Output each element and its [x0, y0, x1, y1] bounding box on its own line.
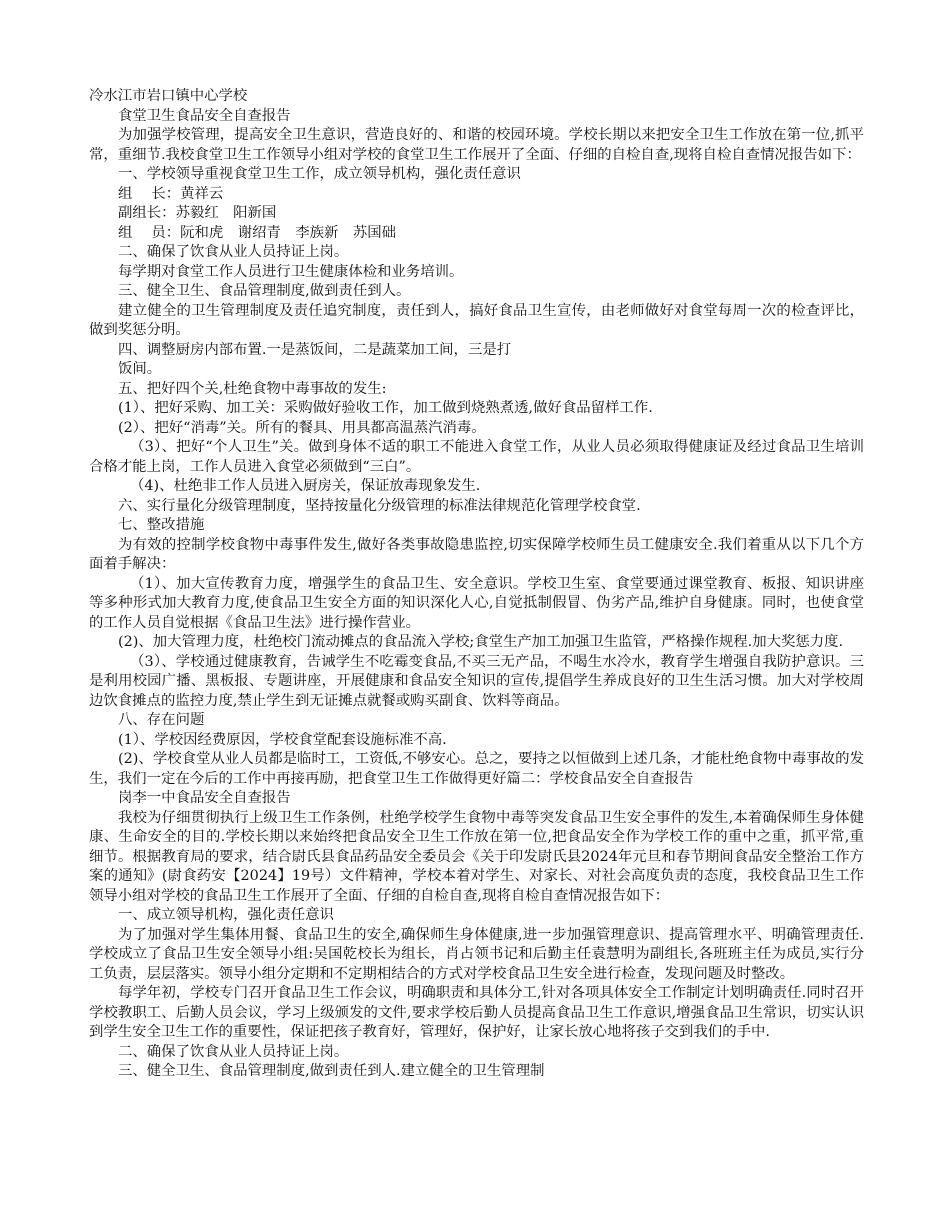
paragraph: (1）、学校因经费原因，学校食堂配套设施标准不高. [118, 731, 447, 748]
paragraph: 一、成立领导机构，强化责任意识 [118, 907, 334, 923]
paragraph: 二、确保了饮食从业人员持证上岗。 [118, 244, 349, 260]
paragraph: 六、实行量化分级管理制度，坚持按量化分级管理的标准法律规范化管理学校食堂. [118, 497, 641, 514]
paragraph: 组 长：黄祥云 [118, 185, 224, 202]
document-title: 食堂卫生食品安全自查报告 [118, 107, 291, 124]
paragraph: 四、调整厨房内部布置.一是蒸饭间，二是蔬菜加工间，三是打 [118, 341, 512, 358]
paragraph: 副组长：苏毅红 阳新国 [118, 205, 277, 221]
paragraph: 为了加强对学生集体用餐、食品卫生的安全,确保师生身体健康,进一步加强管理意识、提高管理水平、明确管理责任.学校成立了食品卫生安全领导小组:吴国乾校长为组长，肖占领书记和后勤主任袁慧明为副组长,各班班主任为成员,实行分工负责，层层落实。领导小组分定期和不定期相结合的方式对学校食品卫生安全进行检查，发现问题及时整改。 [89, 926, 864, 982]
paragraph: 五、把好四个关,杜绝食物中毒事故的发生: [118, 380, 387, 397]
paragraph: 为加强学校管理，提高安全卫生意识，营造良好的、和谐的校园环境。学校长期以来把安全卫生工作放在第一位,抓平常，重细节.我校食堂卫生工作领导小组对学校的食堂卫生工作展开了全面、仔细的自检自查,现将自检自查情况报告如下： [89, 127, 864, 163]
paragraph: 我校为仔细贯彻执行上级卫生工作条例，杜绝学校学生食物中毒等突发食品卫生安全事件的发生,本着确保师生身体健康、生命安全的目的.学校长期以来始终把食品安全卫生工作放在第一位,把食品安全作为学校工作的重中之重，抓平常,重细节。根据教育局的要求，结合尉氏县食品药品安全委员会《关于印发尉氏县2024年元旦和春节期间食品安全整治工作方案的通知》(尉食药安【2024】19号）文件精神，学校本着对学生、对家长、对社会高度负责的态度，我校食品卫生工作领导小组对学校的食品卫生工作展开了全面、仔细的自检自查,现将自检自查情况报告如下： [89, 809, 864, 904]
paragraph: 每学年初，学校专门召开食品卫生工作会议，明确职责和具体分工,针对各项具体安全工作制定计划明确责任.同时召开学校教职工、后勤人员会议，学习上级颁发的文件,要求学校后勤人员提高食品卫生工作意识,增强食品卫生常识，切实认识到学生安全卫生工作的重要性，保证把孩子教育好，管理好，保护好，让家长放心地将孩子交到我们的手中. [89, 985, 864, 1040]
paragraph: 每学期对食堂工作人员进行卫生健康体检和业务培训。 [118, 263, 464, 280]
paragraph: （4)、杜绝非工作人员进入厨房关，保证放毒现象发生. [130, 478, 481, 494]
paragraph: (2）、把好“消毒”关。所有的餐具、用具都高温蒸汽消毒。 [118, 419, 486, 436]
paragraph: (2)、加大管理力度，杜绝校门流动摊点的食品流入学校;食堂生产加工加强卫生监管，严格操作规程.加大奖惩力度. [118, 634, 844, 650]
paragraph: 组 员：阮和虎 谢绍青 李族新 苏国础 [118, 224, 396, 241]
paragraph: 三、健全卫生、食品管理制度,做到责任到人.建立健全的卫生管理制 [118, 1063, 545, 1079]
paragraph: （3）、把好“个人卫生”关。做到身体不适的职工不能进入食堂工作，从业人员必须取得健康证及经过食品卫生培训合格才能上岗，工作人员进入食堂必须做到“三白”。 [89, 439, 864, 475]
paragraph: (2)、学校食堂从业人员都是临时工，工资低,不够安心。总之，要持之以恒做到上述几条，才能杜绝食物中毒事故的发生，我们一定在今后的工作中再接再励，把食堂卫生工作做得更好篇二：学校食品安全自查报告 [89, 751, 864, 787]
paragraph: （3）、学校通过健康教育，告诫学生不吃霉变食品,不买三无产品，不喝生水冷水，教育学生增强自我防护意识。三是利用校园广播、黑板报、专题讲座，开展健康和食品安全知识的宣传,提倡学生养成良好的卫生生活习惯。加大对学校周边饮食摊点的监控力度,禁止学生到无证摊点就餐或购买副食、饮料等商品。 [89, 653, 864, 709]
paragraph: 三、健全卫生、食品管理制度,做到责任到人。 [118, 283, 411, 299]
document-body [89, 87, 864, 1082]
paragraph: 八、存在问题 [118, 712, 205, 728]
paragraph: 二、确保了饮食从业人员持证上岗。 [118, 1043, 349, 1060]
paragraph: 一、学校领导重视食堂卫生工作，成立领导机构，强化责任意识 [118, 166, 521, 182]
paragraph: (1）、把好采购、加工关：采购做好验收工作，加工做到烧熟煮透,做好食品留样工作. [118, 400, 653, 416]
paragraph: 建立健全的卫生管理制度及责任追究制度，责任到人，搞好食品卫生宣传，由老师做好对食堂每周一次的检查评比，做到奖惩分明。 [89, 302, 864, 338]
paragraph: （1）、加大宣传教育力度，增强学生的食品卫生、安全意识。学校卫生室、食堂要通过课堂教育、板报、知识讲座等多种形式加大教育力度,使食品卫生安全方面的知识深化人心,自觉抵制假冒、伪劣产品,维护自身健康。同时，也使食堂的工作人员自觉根据《食品卫生法》进行操作营业。 [89, 575, 864, 631]
document-header: 冷水江市岩口镇中心学校 [89, 88, 248, 104]
paragraph: 饭间。 [118, 361, 162, 377]
paragraph: 七、整改措施 [118, 517, 205, 533]
paragraph: 为有效的控制学校食物中毒事件发生,做好各类事故隐患监控,切实保障学校师生员工健康安全.我们着重从以下几个方面着手解决： [89, 536, 864, 572]
paragraph: 岗李一中食品安全自查报告 [118, 790, 291, 806]
